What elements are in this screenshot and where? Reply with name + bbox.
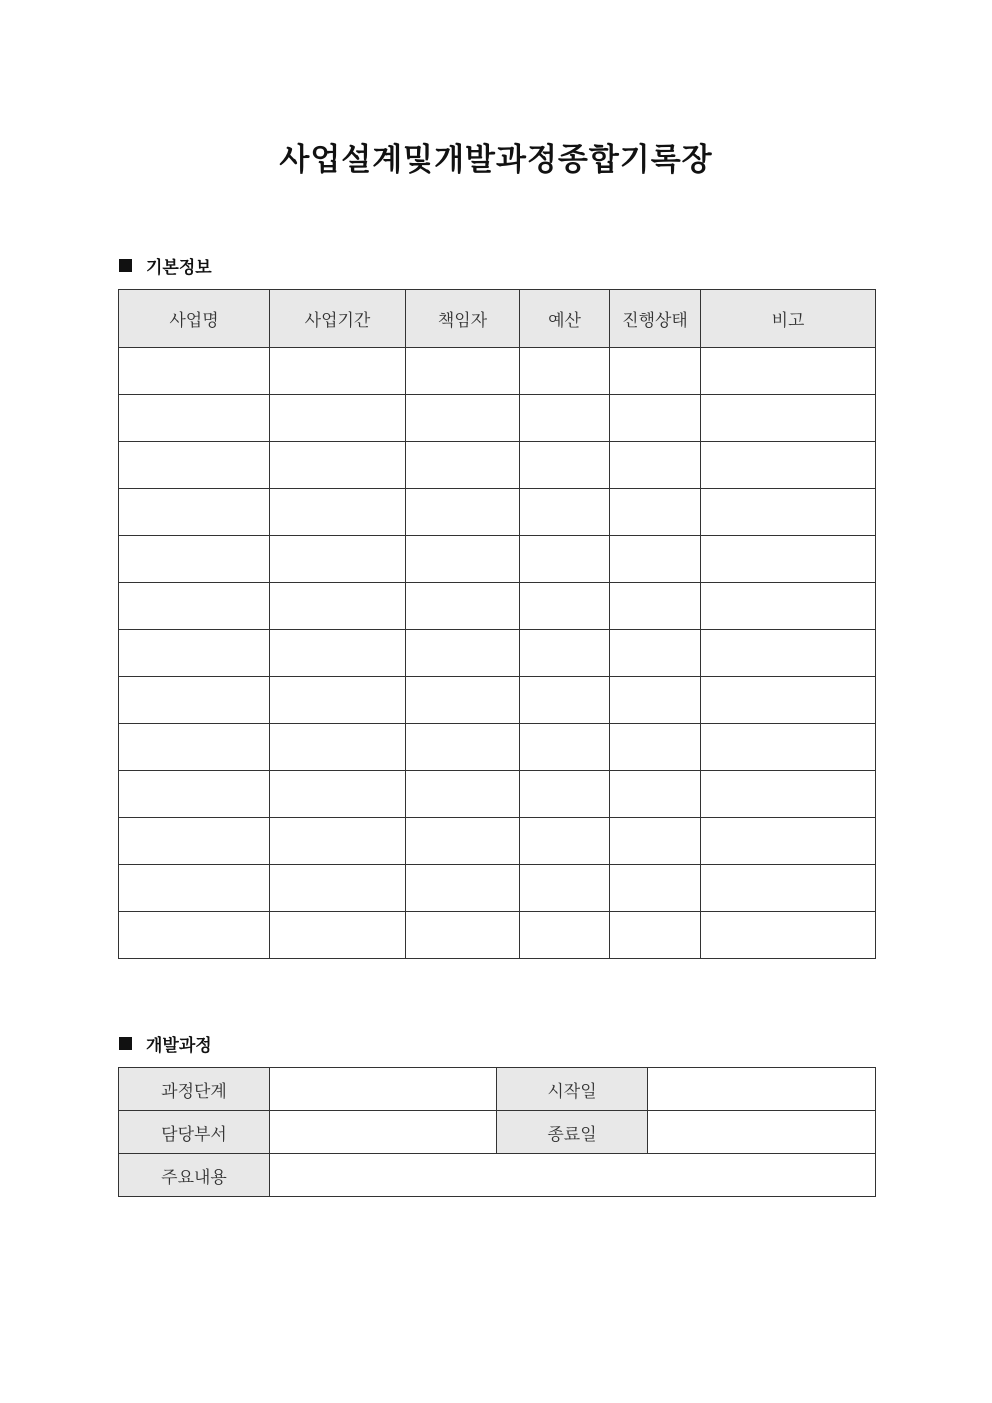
process-row-content — [119, 1154, 876, 1197]
process-heading-label: 개발과정 — [146, 1035, 212, 1056]
table-cell[interactable] — [701, 489, 876, 536]
table-cell[interactable] — [119, 348, 270, 395]
end-date-field[interactable] — [648, 1111, 876, 1154]
table-cell[interactable] — [520, 724, 610, 771]
table-cell[interactable] — [610, 771, 701, 818]
table-row — [119, 348, 876, 395]
table-cell[interactable] — [270, 677, 406, 724]
table-cell[interactable] — [406, 771, 520, 818]
table-cell[interactable] — [701, 630, 876, 677]
table-row — [119, 442, 876, 489]
table-cell[interactable] — [119, 724, 270, 771]
table-cell[interactable] — [119, 677, 270, 724]
document-title: 사업설계및개발과정종합기록장 — [279, 142, 713, 178]
process-row-stage — [119, 1068, 876, 1111]
table-row — [119, 536, 876, 583]
table-cell[interactable] — [610, 536, 701, 583]
process-row-dept — [119, 1111, 876, 1154]
table-cell[interactable] — [520, 583, 610, 630]
table-cell[interactable] — [270, 489, 406, 536]
basic-info-body — [119, 348, 876, 959]
table-cell[interactable] — [520, 536, 610, 583]
table-cell[interactable] — [270, 583, 406, 630]
basic-info-table — [118, 289, 876, 959]
table-cell[interactable] — [610, 395, 701, 442]
department-field[interactable] — [270, 1111, 497, 1154]
process-heading — [119, 1031, 212, 1055]
table-cell[interactable] — [270, 771, 406, 818]
table-cell[interactable] — [701, 818, 876, 865]
column-header: 예산 — [520, 290, 610, 348]
table-row — [119, 818, 876, 865]
basic-info-heading — [119, 253, 212, 277]
table-cell[interactable] — [119, 395, 270, 442]
table-row — [119, 912, 876, 959]
table-cell[interactable] — [406, 489, 520, 536]
table-cell[interactable] — [520, 348, 610, 395]
column-header: 책임자 — [406, 290, 520, 348]
main-content-field[interactable] — [270, 1154, 876, 1197]
table-cell[interactable] — [119, 442, 270, 489]
table-cell[interactable] — [520, 677, 610, 724]
column-header: 사업기간 — [270, 290, 406, 348]
table-cell[interactable] — [406, 536, 520, 583]
table-cell[interactable] — [406, 865, 520, 912]
table-cell[interactable] — [270, 630, 406, 677]
table-cell[interactable] — [520, 395, 610, 442]
table-row — [119, 583, 876, 630]
table-cell[interactable] — [701, 348, 876, 395]
table-cell[interactable] — [610, 818, 701, 865]
table-cell[interactable] — [119, 583, 270, 630]
basic-info-heading-label: 기본정보 — [146, 257, 212, 278]
basic-info-header-row — [119, 290, 876, 348]
table-cell[interactable] — [406, 818, 520, 865]
table-cell[interactable] — [701, 442, 876, 489]
table-cell[interactable] — [610, 630, 701, 677]
table-cell[interactable] — [610, 348, 701, 395]
table-cell[interactable] — [520, 865, 610, 912]
table-cell[interactable] — [520, 912, 610, 959]
table-cell[interactable] — [701, 912, 876, 959]
table-cell[interactable] — [520, 442, 610, 489]
table-cell[interactable] — [270, 865, 406, 912]
table-cell[interactable] — [610, 442, 701, 489]
table-cell[interactable] — [270, 912, 406, 959]
table-row — [119, 395, 876, 442]
table-cell[interactable] — [270, 395, 406, 442]
table-cell[interactable] — [406, 583, 520, 630]
department-label: 담당부서 — [119, 1111, 270, 1154]
table-row — [119, 630, 876, 677]
table-cell[interactable] — [610, 583, 701, 630]
table-row — [119, 771, 876, 818]
table-cell[interactable] — [406, 724, 520, 771]
table-cell[interactable] — [701, 583, 876, 630]
end-date-label: 종료일 — [497, 1111, 648, 1154]
table-cell[interactable] — [119, 912, 270, 959]
start-date-label: 시작일 — [497, 1068, 648, 1111]
table-cell[interactable] — [520, 771, 610, 818]
table-cell[interactable] — [520, 489, 610, 536]
table-cell[interactable] — [270, 536, 406, 583]
column-header: 비고 — [701, 290, 876, 348]
table-cell[interactable] — [610, 865, 701, 912]
table-cell[interactable] — [270, 818, 406, 865]
table-cell[interactable] — [119, 771, 270, 818]
table-cell[interactable] — [701, 536, 876, 583]
table-cell[interactable] — [610, 677, 701, 724]
square-bullet-icon — [119, 259, 132, 272]
column-header: 진행상태 — [610, 290, 701, 348]
table-row — [119, 724, 876, 771]
table-row — [119, 489, 876, 536]
table-cell[interactable] — [270, 348, 406, 395]
table-cell[interactable] — [270, 724, 406, 771]
table-row — [119, 865, 876, 912]
table-cell[interactable] — [701, 865, 876, 912]
start-date-field[interactable] — [648, 1068, 876, 1111]
column-header: 사업명 — [119, 290, 270, 348]
table-cell[interactable] — [270, 442, 406, 489]
process-table — [118, 1067, 876, 1197]
table-cell[interactable] — [119, 818, 270, 865]
stage-field[interactable] — [270, 1068, 497, 1111]
table-cell[interactable] — [406, 630, 520, 677]
table-cell[interactable] — [610, 724, 701, 771]
main-content-label: 주요내용 — [119, 1154, 270, 1197]
table-cell[interactable] — [701, 771, 876, 818]
square-bullet-icon — [119, 1037, 132, 1050]
table-cell[interactable] — [406, 912, 520, 959]
table-cell[interactable] — [119, 865, 270, 912]
table-cell[interactable] — [119, 630, 270, 677]
table-cell[interactable] — [406, 395, 520, 442]
table-cell[interactable] — [406, 348, 520, 395]
table-cell[interactable] — [610, 489, 701, 536]
stage-label: 과정단계 — [119, 1068, 270, 1111]
table-cell[interactable] — [701, 724, 876, 771]
table-cell[interactable] — [701, 677, 876, 724]
table-cell[interactable] — [520, 818, 610, 865]
table-cell[interactable] — [610, 912, 701, 959]
table-cell[interactable] — [520, 630, 610, 677]
table-row — [119, 677, 876, 724]
table-cell[interactable] — [406, 442, 520, 489]
table-cell[interactable] — [406, 677, 520, 724]
table-cell[interactable] — [119, 489, 270, 536]
table-cell[interactable] — [701, 395, 876, 442]
table-cell[interactable] — [119, 536, 270, 583]
